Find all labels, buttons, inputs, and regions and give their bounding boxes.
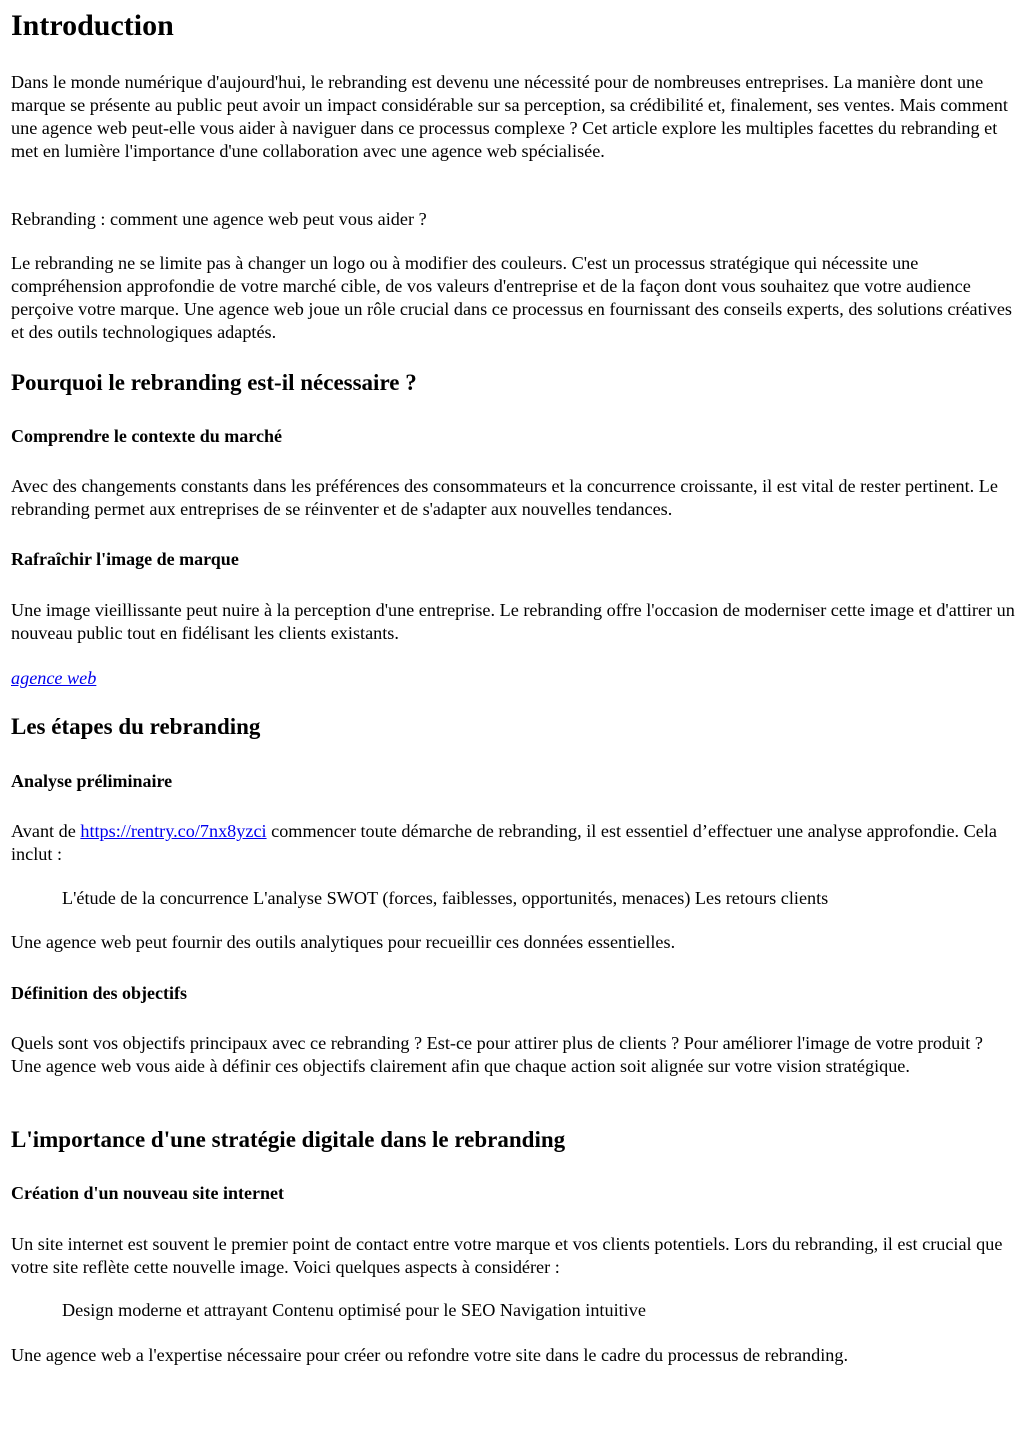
section-heading-steps: Les étapes du rebranding — [11, 714, 261, 739]
section-heading-digital-strategy: L'importance d'une stratégie digitale dans le rebranding — [11, 1127, 566, 1152]
page-title: Introduction — [11, 9, 174, 42]
refresh-image-paragraph: Une image vieillissante peut nuire à la perception d'une entreprise. Le rebranding offre l'occasion de moderniser cette image et d'attirer un nouveau public tout en fidélisant les clients existants. — [11, 600, 1015, 643]
analysis-text-after: commencer toute démarche de rebranding, il est essentiel d’effectuer une analyse approfondie. Cela inclut : — [11, 821, 997, 864]
subheading-refresh-image: Rafraîchir l'image de marque — [11, 549, 239, 569]
analysis-list: L'étude de la concurrence L'analyse SWOT (forces, faiblesses, opportunités, menaces) Les retours clients — [62, 888, 829, 908]
subheading-objectives: Définition des objectifs — [11, 983, 187, 1003]
website-aspects-list: Design moderne et attrayant Contenu optimisé pour le SEO Navigation intuitive — [62, 1300, 646, 1320]
rentry-link[interactable]: https://rentry.co/7nx8yzci — [80, 821, 267, 841]
intro-paragraph: Dans le monde numérique d'aujourd'hui, le rebranding est devenu une nécessité pour de nombreuses entreprises. La manière dont une marque se présente au public peut avoir un impact considérable sur sa perception, sa crédibilité et, finalement, ses ventes. Mais comment une agence web peut-elle vous aider à naviguer dans ce processus complexe ? Cet article explore les multiples facettes du rebranding et met en lumière l'importance d'une collaboration avec une agence web spécialisée. — [11, 72, 1008, 161]
section-heading-why: Pourquoi le rebranding est-il nécessaire ? — [11, 370, 417, 395]
subheading-preliminary-analysis: Analyse préliminaire — [11, 771, 173, 791]
analysis-after-list-paragraph: Une agence web peut fournir des outils analytiques pour recueillir ces données essentielles. — [11, 932, 676, 952]
subtitle-paragraph: Rebranding : comment une agence web peut vous aider ? — [11, 209, 427, 229]
overview-paragraph: Le rebranding ne se limite pas à changer un logo ou à modifier des couleurs. C'est un processus stratégique qui nécessite une compréhension approfondie de votre marché cible, de vos valeurs d'entreprise et de la façon dont vous souhaitez que votre audience perçoive votre marque. Une agence web joue un rôle crucial dans ce processus en fournissant des conseils experts, des solutions créatives et des outils technologiques adaptés. — [11, 253, 1012, 342]
objectives-paragraph: Quels sont vos objectifs principaux avec ce rebranding ? Est-ce pour attirer plus de clients ? Pour améliorer l'image de votre produit ? Une agence web vous aide à définir ces objectifs clairement afin que chaque action soit alignée sur votre vision stratégique. — [11, 1033, 983, 1076]
analysis-text-before: Avant de — [11, 821, 81, 841]
agency-link-paragraph — [11, 667, 1015, 690]
website-after-list-paragraph: Une agence web a l'expertise nécessaire pour créer ou refondre votre site dans le cadre du processus de rebranding. — [11, 1345, 848, 1365]
agence-web-link[interactable]: agence web — [11, 668, 97, 688]
new-website-paragraph: Un site internet est souvent le premier point de contact entre votre marque et vos clients potentiels. Lors du rebranding, il est crucial que votre site reflète cette nouvelle image. Voici quelques aspects à considérer : — [11, 1234, 1003, 1277]
subheading-market-context: Comprendre le contexte du marché — [11, 426, 282, 446]
preliminary-analysis-paragraph — [11, 820, 1015, 866]
subheading-new-website: Création d'un nouveau site internet — [11, 1183, 285, 1203]
market-context-paragraph: Avec des changements constants dans les préférences des consommateurs et la concurrence croissante, il est vital de rester pertinent. Le rebranding permet aux entreprises de se réinventer et de s'adapter aux nouvelles tendances. — [11, 476, 998, 519]
